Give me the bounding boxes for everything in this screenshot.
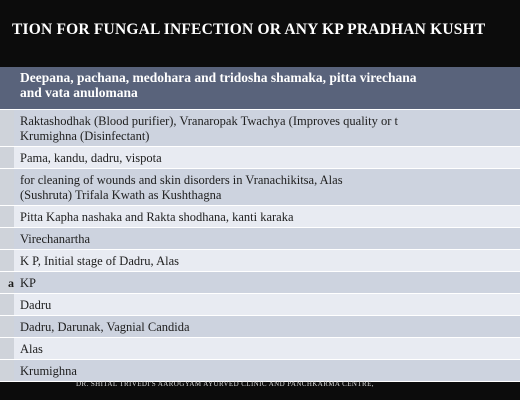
row-label-cell [0, 315, 14, 337]
row-text-cell [14, 205, 520, 227]
row-line: Pitta Kapha nashaka and Rakta shodhana, kanti karaka [20, 209, 294, 224]
table-row [0, 168, 520, 205]
table-row [0, 109, 520, 146]
row-line: Dadru [20, 297, 52, 312]
row-line: Pama, kandu, dadru, vispota [20, 150, 162, 165]
slide-title: TION FOR FUNGAL INFECTION OR ANY KP PRADHAN KUSHT [12, 21, 486, 38]
table-header-row [0, 67, 520, 109]
row-line: Alas [20, 341, 43, 356]
row-text-cell [14, 271, 520, 293]
table-row [0, 205, 520, 227]
row-label-cell [0, 249, 14, 271]
row-label-cell [0, 293, 14, 315]
table-row [0, 337, 520, 359]
slide-footer: DR. SHITAL TRIVEDI'S AAROGYAM AYURVED CLINIC AND PANCHKARMA CENTRE, [76, 380, 374, 388]
row-label-cell [0, 146, 14, 168]
header-right-cell [14, 67, 520, 109]
row-text-cell [14, 293, 520, 315]
table-row [0, 249, 520, 271]
row-label-cell [0, 337, 14, 359]
header-left-cell [0, 67, 14, 109]
row-line: Krumighna [20, 363, 77, 378]
row-line: for cleaning of wounds and skin disorders in Vranachikitsa, Alas [20, 172, 343, 187]
row-label-cell [0, 205, 14, 227]
row-text-cell [14, 109, 520, 146]
table-row [0, 293, 520, 315]
row-line: Dadru, Darunak, Vagnial Candida [20, 319, 190, 334]
header-line: Deepana, pachana, medohara and tridosha shamaka, pitta virechana [20, 70, 417, 85]
row-text-cell [14, 227, 520, 249]
row-text-cell [14, 146, 520, 168]
header-line: and vata anulomana [20, 85, 138, 100]
row-line: K P, Initial stage of Dadru, Alas [20, 253, 180, 268]
row-text-cell [14, 337, 520, 359]
table-row [0, 315, 520, 337]
row-label-cell: a [0, 271, 14, 293]
row-line: (Sushruta) Trifala Kwath as Kushthagna [20, 187, 222, 202]
table-row [0, 271, 520, 293]
row-label-cell [0, 168, 14, 205]
row-line: KP [20, 275, 36, 290]
row-text-cell [14, 315, 520, 337]
row-line: Raktashodhak (Blood purifier), Vranaropak Twachya (Improves quality or t [20, 113, 399, 128]
table-row [0, 146, 520, 168]
row-line: Virechanartha [20, 231, 91, 246]
table-container [0, 67, 417, 378]
row-text-cell [14, 249, 520, 271]
herb-indication-table [0, 67, 520, 382]
table-row [0, 227, 520, 249]
row-text-cell [14, 168, 520, 205]
row-line: Krumighna (Disinfectant) [20, 128, 150, 143]
row-label-cell [0, 227, 14, 249]
row-label-cell [0, 109, 14, 146]
